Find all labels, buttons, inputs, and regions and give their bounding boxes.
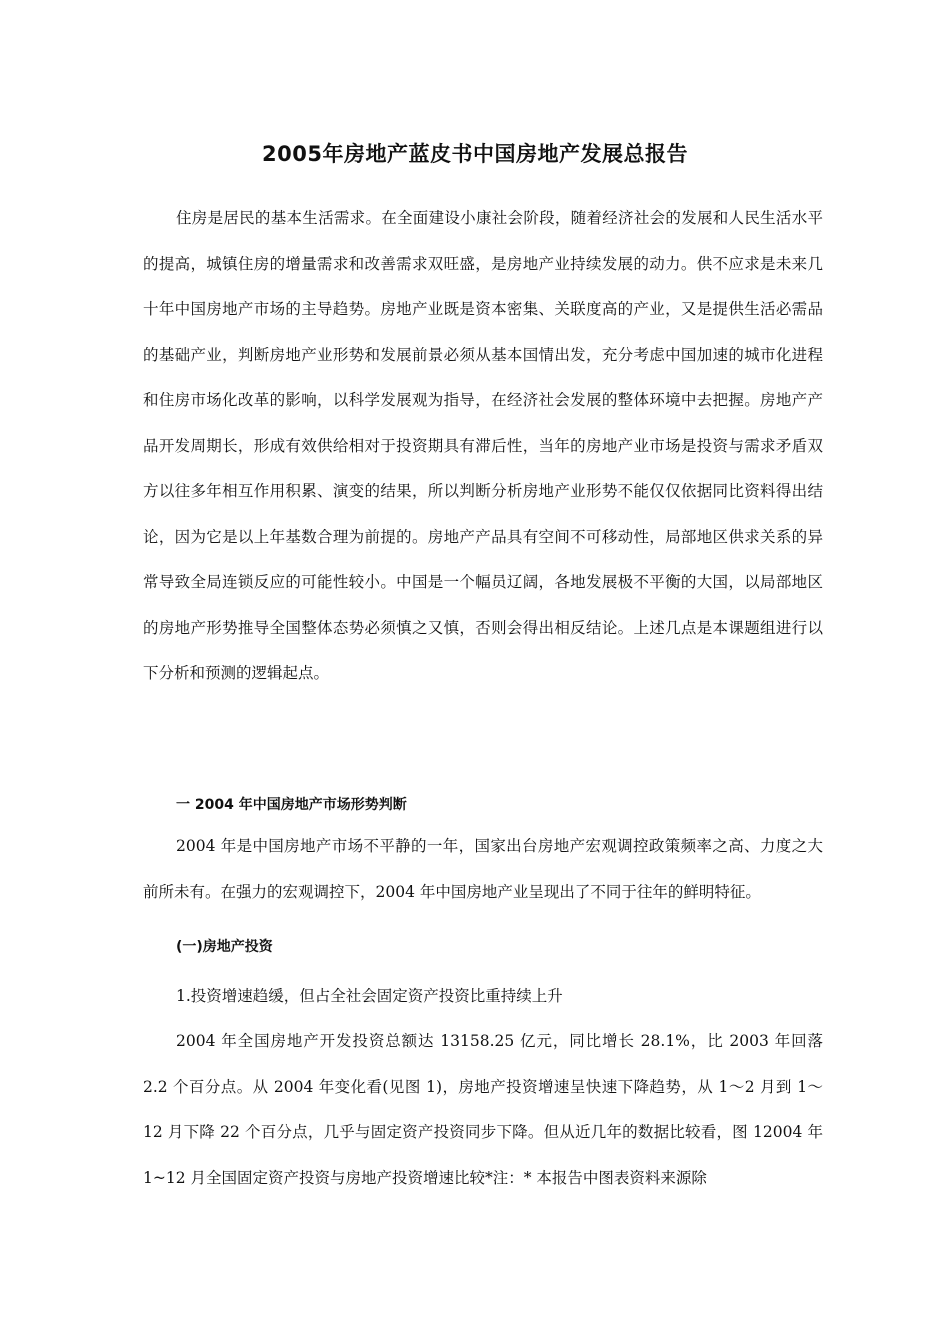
point-1-paragraph: 2004 年全国房地产开发投资总额达 13158.25 亿元，同比增长 28.1%，比 2003 年回落 2.2 个百分点。从 2004 年变化看(见图 1)，房地产投资增速呈快速下降趋势，从 1～2 月到 1～12 月下降 22 个百分点，几乎与固定资产投资同步下降。但从近几年的数据比较看，图 12004 年 1~12 月全国固定资产投资与房地产投资增速比较*注：* 本报告中图表资料来源除 — [143, 1032, 823, 1187]
intro-paragraph: 住房是居民的基本生活需求。在全面建设小康社会阶段，随着经济社会的发展和人民生活水平的提高，城镇住房的增量需求和改善需求双旺盛，是房地产业持续发展的动力。供不应求是未来几十年中国房地产市场的主导趋势。房地产业既是资本密集、关联度高的产业，又是提供生活必需品的基础产业，判断房地产业形势和发展前景必须从基本国情出发，充分考虑中国加速的城市化进程和住房市场化改革的影响，以科学发展观为指导，在经济社会发展的整体环境中去把握。房地产产品开发周期长，形成有效供给相对于投资期具有滞后性，当年的房地产业市场是投资与需求矛盾双方以往多年相互作用积累、演变的结果，所以判断分析房地产业形势不能仅仅依据同比资料得出结论，因为它是以上年基数合理为前提的。房地产产品具有空间不可移动性，局部地区供求关系的异常导致全局连锁反应的可能性较小。中国是一个幅员辽阔，各地发展极不平衡的大国，以局部地区的房地产形势推导全国整体态势必须慎之又慎，否则会得出相反结论。上述几点是本课题组进行以下分析和预测的逻辑起点。 — [143, 209, 823, 682]
point-1-heading: 1.投资增速趋缓，但占全社会固定资产投资比重持续上升 — [176, 987, 563, 1005]
section-1-paragraph: 2004 年是中国房地产市场不平静的一年，国家出台房地产宏观调控政策频率之高、力度之大前所未有。在强力的宏观调控下，2004 年中国房地产业呈现出了不同于往年的鲜明特征。 — [143, 837, 823, 901]
section-1-heading: 一 2004 年中国房地产市场形势判断 — [176, 797, 407, 813]
subsection-1-heading: (一)房地产投资 — [176, 939, 273, 955]
document-title: 2005年房地产蓝皮书中国房地产发展总报告 — [262, 142, 688, 166]
